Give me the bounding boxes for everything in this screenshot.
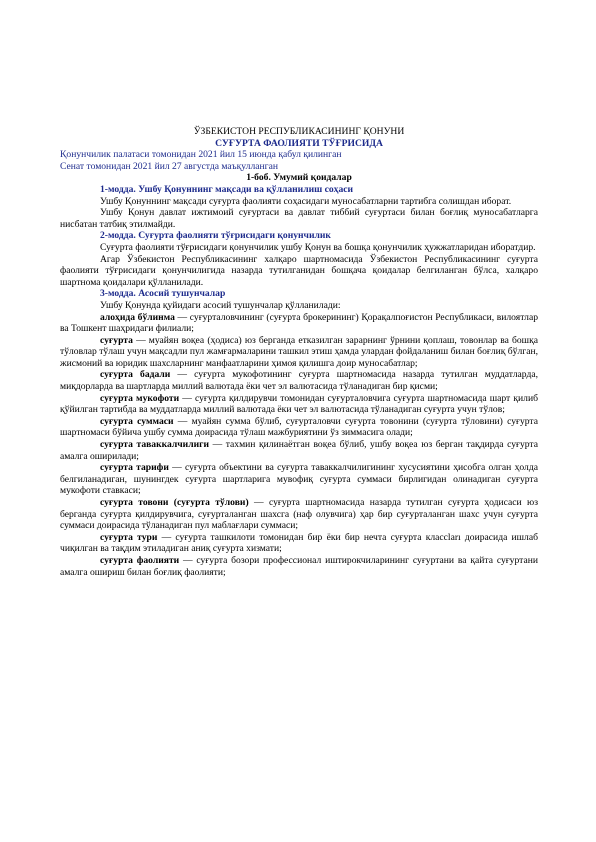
- chapter-heading: 1-боб. Умумий қоидалар: [246, 172, 352, 184]
- definition-term: суғурта бадали: [100, 369, 171, 381]
- law-title: ЎЗБЕКИСТОН РЕСПУБЛИКАСИНИНГ ҚОНУНИ: [193, 126, 405, 137]
- definition-item: [60, 532, 538, 555]
- definition-text: — тахмин қилинаётган воқеа бўлиб, ушбу воқеа юз берган тақдирда суғурта амалга оширилади;: [60, 439, 538, 462]
- article-2-paragraph-2: Агар Ўзбекистон Республикасининг халқаро шартномасида Ўзбекистон Республикасининг суғурта фаолияти тўғрисидаги қонунчилигида назарда тутилганидан бошқача қоидалар белгиланган бўлса, халқаро шартнома қоидалари қўлланилади.: [60, 253, 538, 288]
- definition-text: — суғурта объектини ва суғурта таваккалчилигининг хусусиятини ҳисобга олган ҳолда белгиланадиган, шунингдек суғурта шартларига мувофиқ суғурта суммаси бирлигидан олинадиган суғурта мукофоти ставкаси;: [60, 462, 538, 497]
- definition-term: суғурта таваккалчилиги: [100, 439, 209, 451]
- definition-term: суғурта товони (суғурта тўлови): [100, 497, 249, 508]
- adopted-line: Қонунчилик палатаси томонидан 2021 йил 15 июнда қабул қилинган: [60, 149, 342, 161]
- law-name: СУҒУРТА ФАОЛИЯТИ ТЎҒРИСИДА: [215, 137, 383, 149]
- definition-term: суғурта мукофоти: [100, 392, 180, 404]
- definition-text: — суғурта мукофотининг суғурта шартномасида назарда тутилган муддатларда, миқдорларда ва шартларда миллий валютада ёки чет эл валютасида тўланадиган бир қисми;: [60, 369, 538, 393]
- definition-item: [60, 497, 538, 532]
- definition-term: суғурта суммаси: [100, 415, 174, 427]
- definition-item: [60, 335, 538, 370]
- definition-item: [60, 312, 538, 335]
- definition-text: — муайян сумма бўлиб, суғурталовчи суғурта товонини (суғурта тўловини) суғурта шартномаси бўйича ушбу сумма доирасида тўлаш мажбуриятини ўз зиммасига олади;: [60, 415, 538, 439]
- article-2-title: 2-модда. Суғурта фаолияти тўғрисидаги қонунчилик: [100, 230, 331, 242]
- definition-text: — суғурталовчининг (суғурта брокерининг) Қорақалпоғистон Республикаси, вилоятлар ва Тошкент шаҳридаги филиали;: [60, 311, 539, 335]
- definition-item: [60, 369, 538, 392]
- article-1-paragraph-2: Ушбу Қонун давлат ижтимоий суғуртаси ва давлат тиббий суғуртаси билан боғлиқ муносабатларга нисбатан татбиқ этилмайди.: [60, 207, 538, 230]
- definition-text: — суғурта шартномасида назарда тутилган суғурта ҳодисаси юз берганда суғурта қилдирувчига, суғурталанган шахсга (наф олувчига) ҳар бир суғурталанган шахс учун суғурта суммаси доирасида тўланадиган пул маблағлари суммаси;: [60, 497, 538, 532]
- definition-item: [60, 462, 538, 497]
- definition-text: — муайян воқеа (ҳодиса) юз берганда етказилган зарарнинг ўрнини қоплаш, товонлар ва бошқа тўловлар тўлаш учун мақсадли пул жамғармаларини ташкил этиш ҳамда улардан фойдаланиш билан боғлиқ бўлган, жисмоний ва юридик шахсларнинг манфаатларини ҳимоя қилишга доир муносабатлар;: [60, 334, 538, 369]
- article-3-intro: Ушбу Қонунда қуйидаги асосий тушунчалар қўлланилади:: [100, 299, 341, 311]
- definition-text: — суғурта бозори профессионал иштирокчиларининг суғуртани ва қайта суғуртани амалга ошириш билан боғлиқ фаолияти;: [60, 554, 538, 578]
- definition-item: [60, 439, 538, 462]
- article-1-paragraph-1: Ушбу Қонуннинг мақсади суғурта фаолияти соҳасидаги муносабатларни тартибга солишдан иборат.: [100, 195, 512, 207]
- definition-item: [60, 555, 538, 578]
- definition-text: — суғурта қилдирувчи томонидан суғурталовчига суғурта шартномасида шарт қилиб қўйилган тартибда ва муддатларда миллий валютада ёки чет эл валютасида тўланадиган суғурта учун тўлов;: [60, 392, 538, 416]
- definition-text: — суғурта ташкилоти томонидан бир ёки бир нечта суғурта классları доирасида ишлаб чиқилган ва тақдим этиладиган аниқ суғурта хизмати;: [60, 531, 538, 555]
- definition-term: суғурта: [100, 334, 133, 346]
- definition-term: суғурта тури: [100, 531, 158, 543]
- definition-item: [60, 393, 538, 416]
- definition-item: [60, 416, 538, 439]
- article-3-title: 3-модда. Асосий тушунчалар: [100, 288, 226, 300]
- definition-term: суғурта фаолияти: [100, 554, 180, 566]
- article-1-title: 1-модда. Ушбу Қонуннинг мақсади ва қўлланилиш соҳаси: [100, 183, 354, 195]
- article-2-paragraph-1: Суғурта фаолияти тўғрисидаги қонунчилик ушбу Қонун ва бошқа қонунчилик ҳужжатларидан иборатдир.: [100, 241, 536, 253]
- document-page: [60, 126, 538, 578]
- approved-line: Сенат томонидан 2021 йил 27 августда маъқулланган: [60, 160, 278, 172]
- definition-term: алоҳида бўлинма: [100, 311, 175, 323]
- definition-term: суғурта тарифи: [100, 462, 169, 474]
